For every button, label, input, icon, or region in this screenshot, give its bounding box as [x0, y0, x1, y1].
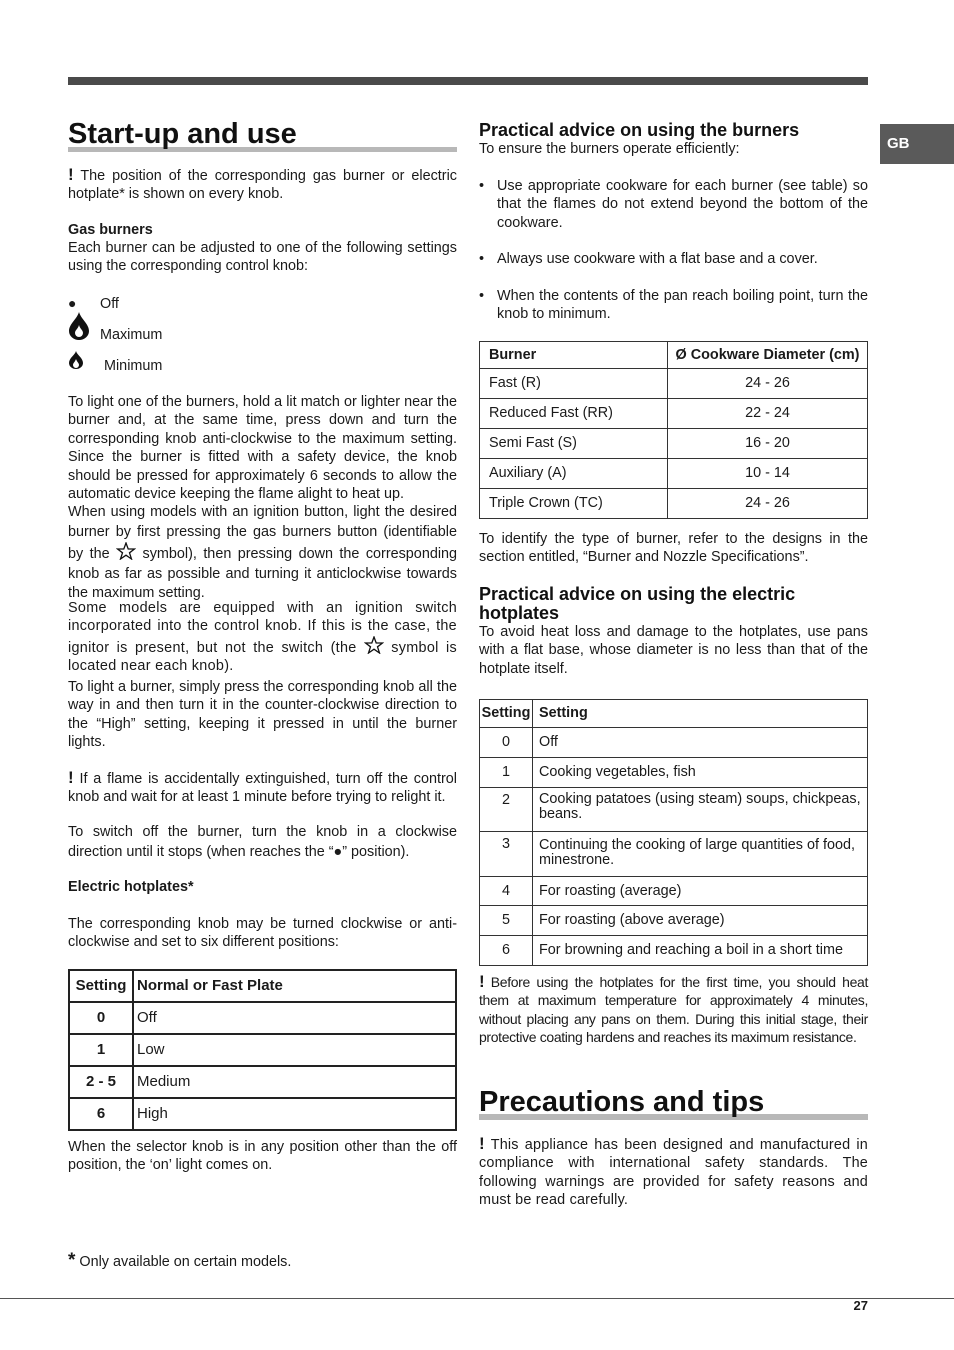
- table-row: [480, 758, 868, 788]
- table-cell: Triple Crown (TC): [480, 489, 668, 519]
- table-cell: Cooking vegetables, fish: [533, 758, 868, 788]
- table-cell: Fast (R): [480, 369, 668, 399]
- list-item-text: Always use cookware with a flat base and a cover.: [497, 251, 818, 268]
- table-cell: Medium: [133, 1066, 456, 1098]
- table-cell: 0: [480, 728, 533, 758]
- burners-advice-heading: Practical advice on using the burners: [479, 120, 800, 140]
- table-row: [69, 1066, 456, 1098]
- ignition-spark-icon: [364, 636, 384, 654]
- language-tab: GB: [880, 124, 954, 164]
- burner-diameter-table: [479, 341, 868, 519]
- table-row: [480, 429, 868, 459]
- list-item: [479, 177, 868, 232]
- table-cell: For browning and reaching a boil in a short time: [533, 936, 868, 966]
- precautions-text: This appliance has been designed and manufactured in compliance with international safety standards. The following warnings are provided for safety reasons and must be read carefully.: [479, 1137, 868, 1209]
- first-use-paragraph: [479, 973, 868, 1047]
- table-header-cell: Ø Cookware Diameter (cm): [668, 342, 868, 369]
- ignitor-paragraph: [68, 599, 457, 676]
- table-row: [480, 877, 868, 906]
- table-row: [480, 728, 868, 758]
- table-cell: 1: [480, 758, 533, 788]
- warning-mark: !: [68, 165, 74, 184]
- table-row: [480, 489, 868, 519]
- off-dot-icon: ●: [68, 295, 77, 311]
- table-row: [69, 1034, 456, 1066]
- switch-off-paragraph: To switch off the burner, turn the knob in a clockwise direction until it stops (when reaches the “●” position).: [68, 824, 457, 860]
- electric-hotplate-table: [68, 969, 457, 1131]
- table-header-row: [480, 700, 868, 728]
- lighting-paragraph: To light one of the burners, hold a lit match or lighter near the burner and, at the same time, press down and turn the corresponding knob anti-clockwise to the maximum setting. Since the burner is fitted with a safety device, the knob should be pressed for approximately 6 seconds to allow the automatic device keeping the flame alight to heat up.: [68, 394, 457, 503]
- light-burner-paragraph: To light a burner, simply press the corresponding knob all the way in and then turn it in the counter-clockwise direction to the “High” setting, keeping it pressed in until the burner lights.: [68, 679, 457, 751]
- table-header-cell: Normal or Fast Plate: [133, 970, 456, 1002]
- burner-settings-legend: [68, 293, 268, 383]
- section-title: Start-up and use: [68, 118, 297, 150]
- precautions-section: [479, 1086, 868, 1120]
- list-item: [479, 287, 868, 324]
- minimum-label: Minimum: [104, 358, 163, 374]
- gas-burners-heading: Gas burners: [68, 222, 153, 238]
- first-use-text: Before using the hotplates for the first time, you should heat them at maximum temperature for approximately 4 minutes, without placing any pans on them. During this initial stage, their protective coating hardens and reaches its maximum resistance.: [479, 974, 868, 1046]
- table-cell: 10 - 14: [668, 459, 868, 489]
- warning-mark: !: [479, 1134, 485, 1153]
- table-cell: 16 - 20: [668, 429, 868, 459]
- table-header-row: [69, 970, 456, 1002]
- table-row: [69, 1002, 456, 1034]
- table-row: [69, 1098, 456, 1130]
- table-cell: For roasting (average): [533, 877, 868, 906]
- ignition-text-b: symbol), then pressing down the corresponding knob as far as possible and turning it anticlockwise towards the maximum setting.: [68, 546, 458, 601]
- burner-advice-list: [479, 177, 868, 323]
- ignition-text-a: When using models with an ignition button, light the desired burner by first pressing the gas burners button (identifiable by the: [68, 504, 457, 562]
- table-row: [480, 788, 868, 832]
- intro-text: The position of the corresponding gas burner or electric hotplate* is shown on every knob.: [68, 168, 457, 203]
- page-number: 27: [853, 1298, 868, 1313]
- footnote-text: Only available on certain models.: [79, 1254, 292, 1270]
- table-row: [480, 936, 868, 966]
- list-item-text: When the contents of the pan reach boiling point, turn the knob to minimum.: [497, 287, 868, 323]
- table-cell: Cooking patatoes (using steam) soups, chickpeas, beans.: [533, 788, 868, 832]
- table-cell: 4: [480, 877, 533, 906]
- maximum-flame-icon: [68, 311, 90, 341]
- list-item-text: Use appropriate cookware for each burner (see table) so that the flames do not extend beyond the bottom of the cookware.: [497, 178, 868, 231]
- table-cell: 6: [69, 1098, 133, 1130]
- off-label: Off: [100, 296, 119, 312]
- table-cell: 24 - 26: [668, 489, 868, 519]
- table-cell: Continuing the cooking of large quantities of food, minestrone.: [533, 832, 868, 877]
- table-header-cell: Setting: [533, 700, 868, 728]
- flame-warning-paragraph: [68, 769, 457, 807]
- table-cell: Off: [133, 1002, 456, 1034]
- precautions-paragraph: [479, 1135, 868, 1210]
- table-cell: 6: [480, 936, 533, 966]
- table-row: [480, 399, 868, 429]
- hotplates-advice-text: To avoid heat loss and damage to the hotplates, use pans with a flat base, whose diameter is no less than that of the hotplate itself.: [479, 624, 868, 677]
- start-up-section: [68, 118, 457, 152]
- electric-hotplates-heading: Electric hotplates*: [68, 879, 194, 895]
- table-row: [480, 459, 868, 489]
- table-header-cell: Burner: [480, 342, 668, 369]
- ignition-button-paragraph: [68, 503, 457, 604]
- table-cell: 5: [480, 906, 533, 936]
- table-cell: 24 - 26: [668, 369, 868, 399]
- intro-paragraph: [68, 166, 457, 204]
- footer-rule: [0, 1298, 954, 1299]
- table-cell: Low: [133, 1034, 456, 1066]
- table-cell: 2: [480, 788, 533, 832]
- table-header-cell: Setting: [69, 970, 133, 1002]
- table-header-row: [480, 342, 868, 369]
- electric-hotplates-text: The corresponding knob may be turned clockwise or anti-clockwise and set to six different positions:: [68, 916, 457, 951]
- table-row: [480, 369, 868, 399]
- table-cell: Off: [533, 728, 868, 758]
- table-row: [480, 832, 868, 877]
- ignition-spark-icon: [116, 542, 136, 560]
- identify-burner-paragraph: To identify the type of burner, refer to the designs in the section entitled, “Burner and Nozzle Specifications”.: [479, 531, 868, 566]
- table-cell: 3: [480, 832, 533, 877]
- on-light-paragraph: When the selector knob is in any position other than the off position, the ‘on’ light comes on.: [68, 1139, 457, 1174]
- table-cell: For roasting (above average): [533, 906, 868, 936]
- table-cell: 2 - 5: [69, 1066, 133, 1098]
- table-cell: 22 - 24: [668, 399, 868, 429]
- table-cell: High: [133, 1098, 456, 1130]
- bullet: •: [479, 178, 485, 194]
- table-cell: 0: [69, 1002, 133, 1034]
- table-row: [480, 906, 868, 936]
- table-cell: Auxiliary (A): [480, 459, 668, 489]
- table-cell: 1: [69, 1034, 133, 1066]
- gas-burners-text: Each burner can be adjusted to one of the following settings using the corresponding control knob:: [68, 240, 457, 275]
- hotplate-setting-table: [479, 699, 868, 966]
- flame-warning-text: If a flame is accidentally extinguished, turn off the control knob and wait for at least 1 minute before trying to relight it.: [68, 771, 457, 806]
- list-item: [479, 250, 868, 268]
- section-title: Precautions and tips: [479, 1086, 765, 1118]
- maximum-label: Maximum: [100, 327, 163, 343]
- bullet: •: [479, 287, 485, 304]
- minimum-flame-icon: [68, 350, 84, 370]
- burners-advice-intro: To ensure the burners operate efficiently:: [479, 141, 740, 157]
- footnote-asterisk: *: [68, 1250, 76, 1271]
- warning-mark: !: [68, 768, 74, 787]
- hotplates-advice-heading: Practical advice on using the electric hotplates: [479, 584, 796, 623]
- bullet: •: [479, 251, 485, 268]
- warning-mark: !: [479, 972, 485, 991]
- ignitor-text-a: Some models are equipped with an ignition switch incorporated into the control knob. If this is the case, the ignitor is present, but not the switch (the: [68, 600, 457, 656]
- footnote: [68, 1252, 291, 1271]
- header-rule: [68, 77, 868, 85]
- table-cell: Reduced Fast (RR): [480, 399, 668, 429]
- table-cell: Semi Fast (S): [480, 429, 668, 459]
- table-header-cell: Setting: [480, 700, 533, 728]
- ignitor-text-b: symbol is located near each knob).: [68, 639, 457, 675]
